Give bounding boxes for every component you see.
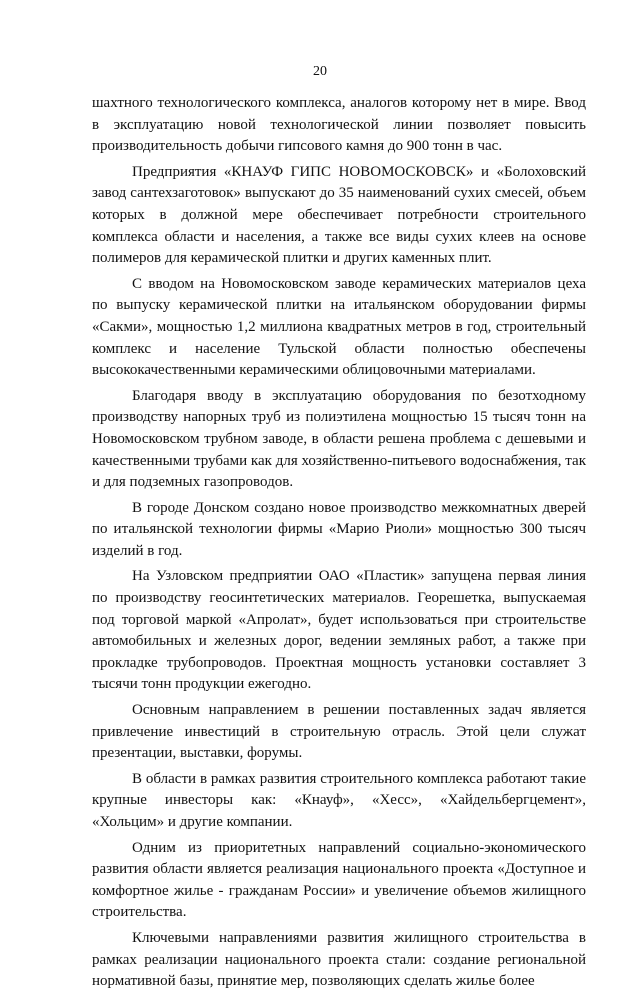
- paragraph: В области в рамках развития строительного комплекса работают такие крупные инвесторы как: «Кнауф», «Хесс», «Хайдельбергцемент», «Хольцим» и другие компании.: [92, 770, 586, 830]
- paragraph: В городе Донском создано новое производство межкомнатных дверей по итальянской технологии фирмы «Марио Риоли» мощностью 300 тысяч изделий в год.: [92, 499, 586, 559]
- document-body: [92, 93, 586, 997]
- paragraph: На Узловском предприятии ОАО «Пластик» запущена первая линия по производству геосинтетических материалов. Георешетка, выпускаемая под торговой маркой «Апролат», будет использоваться при строительстве автомобильных и железных дорог, ведении земляных работ, а также при прокладке трубопроводов. Проектная мощность установки составляет 3 тысячи тонн продукции ежегодно.: [92, 568, 586, 693]
- paragraph: Ключевыми направлениями развития жилищного строительства в рамках реализации национального проекта стали: создание региональной нормативной базы, принятие мер, позволяющих сделать жилье более: [92, 929, 586, 990]
- paragraph: Одним из приоритетных направлений социально-экономического развития области является реализация национального проекта «Доступное и комфортное жилье - гражданам России» и увеличение объемов жилищного строительства.: [92, 839, 586, 921]
- page-number: 20: [313, 64, 327, 79]
- paragraph: шахтного технологического комплекса, аналогов которому нет в мире. Ввод в эксплуатацию новой технологической линии позволяет повысить производительность добычи гипсового камня до 900 тонн в час.: [92, 95, 586, 155]
- paragraph: С вводом на Новомосковском заводе керамических материалов цеха по выпуску керамической плитки на итальянском оборудовании фирмы «Сакми», мощностью 1,2 миллиона квадратных метров в год, строительный комплекс и население Тульской области полностью обеспечены высококачественными керамическими облицовочными материалами.: [92, 275, 586, 379]
- paragraph: Предприятия «КНАУФ ГИПС НОВОМОСКОВСК» и «Болоховский завод сантехзаготовок» выпускают до 35 наименований сухих смесей, объем которых в должной мере обеспечивает потребности строительного комплекса области и населения, а также все виды сухих клеев на основе полимеров для керамической плитки и других каменных плит.: [92, 163, 586, 267]
- paragraph: Основным направлением в решении поставленных задач является привлечение инвестиций в строительную отрасль. Этой цели служат презентации, выставки, форумы.: [92, 702, 586, 762]
- paragraph: Благодаря вводу в эксплуатацию оборудования по безотходному производству напорных труб из полиэтилена мощностью 15 тысяч тонн на Новомосковском трубном заводе, в области решена проблема с дешевыми и качественными трубами как для хозяйственно-питьевого водоснабжения, так и для подземных газопроводов.: [92, 387, 586, 491]
